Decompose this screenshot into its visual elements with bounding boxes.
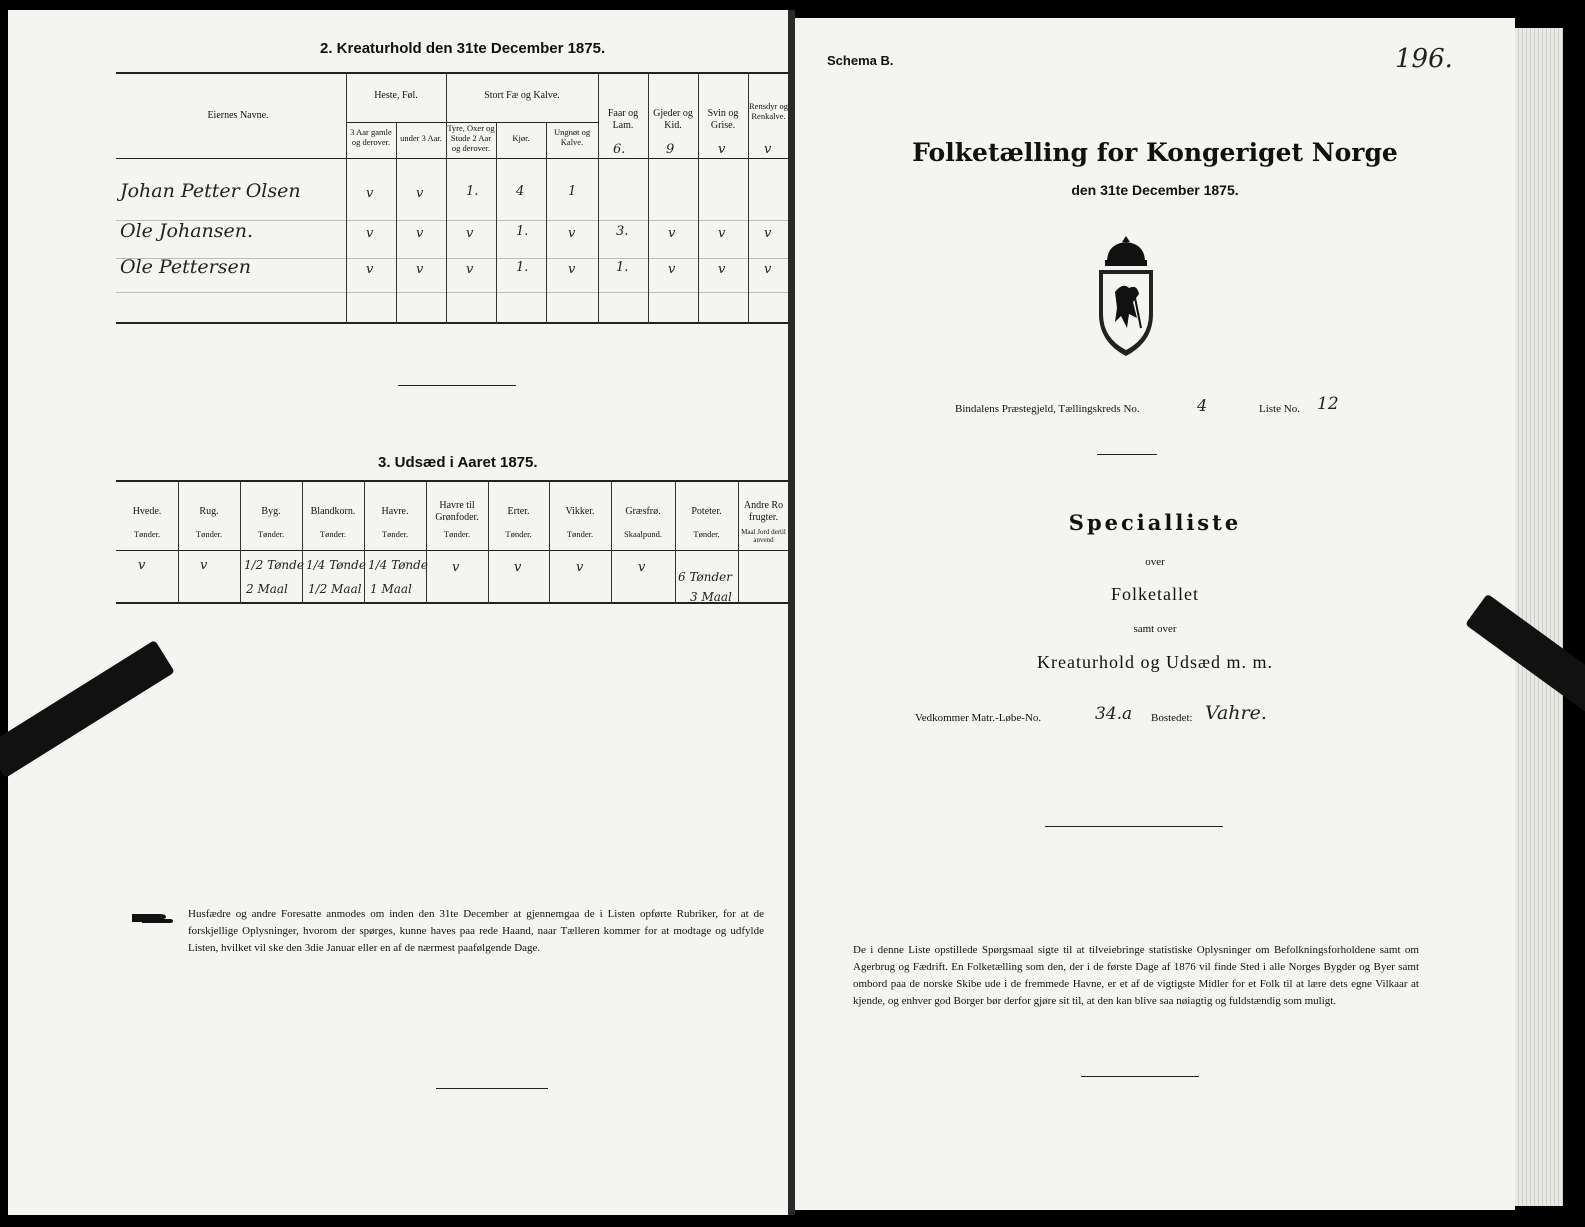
- table-cell: v: [514, 560, 522, 575]
- prestegjeld-label: Bindalens Præstegjeld, Tællingskreds No.: [955, 403, 1140, 415]
- matr-label: Vedkommer Matr.-Løbe-No.: [915, 712, 1042, 724]
- table-cell: v: [568, 226, 576, 241]
- col-divider: [446, 72, 447, 324]
- table-cell: v: [668, 226, 676, 241]
- sub-ungnot-header: Ungnøt og Kalve.: [553, 127, 591, 147]
- col-poteter-unit: Tønder.: [693, 529, 720, 539]
- table-cell: v: [366, 262, 374, 277]
- info-paragraph: De i denne Liste opstillede Spørgsmaal sigte til at tilveiebringe statistiske Oplysninger om Befolkningsforholdene samt om Agerbrug og Fædrift. En Folketælling som den, der i de første Dage af 1876 vil finde Sted i alle Norges Bygder og Byer samt ombord paa de norske Skibe ude i de fremmede Havne, er et af de vigtigste Midler for et Folk til at lære dets egne Vilkaar at kjende, og enhver god Borger bør derfor gjøre sit til, at den kan blive saa nøiagtig og fuldstændig som muligt.: [853, 944, 1419, 1007]
- col-gronfoder-header: Havre til Grønfoder.: [435, 500, 479, 523]
- col-havre-header: Havre.: [381, 506, 409, 517]
- book-spine: [788, 10, 795, 1215]
- owner-name: Ole Johansen.: [120, 220, 254, 242]
- table-cell: v: [466, 262, 474, 277]
- owner-name: Ole Pettersen: [120, 256, 251, 278]
- table-cell: v: [668, 262, 676, 277]
- kreaturhold-heading: Kreaturhold og Udsæd m. m.: [1037, 652, 1273, 672]
- col-divider: [364, 482, 365, 604]
- table-cell: 1.: [516, 260, 529, 275]
- col-byg-unit: Tønder.: [257, 529, 285, 539]
- total-rensdyr: v: [764, 142, 772, 157]
- right-page: [795, 18, 1515, 1210]
- census-date: den 31te December 1875.: [1071, 182, 1239, 198]
- table-cell: v: [416, 186, 424, 201]
- table-cell: 2 Maal: [246, 582, 288, 596]
- notice-text: Husfædre og andre Foresatte anmodes om inden den 31te December at gjennemgaa de i Listen opførte Rubriker, for at de forskjellige Oplysninger, hvorom der spørges, kunne haves paa rede Haand, naar Tælleren kommer for at modtage og udfylde Listen, hvilket vil ske den 3die Januar eller en af de nærmest paafølgende Dage.: [188, 908, 764, 954]
- col-rensdyr-header: Rensdyr og Renkalve.: [749, 101, 788, 121]
- col-divider: [396, 122, 397, 324]
- table-cell: v: [638, 560, 646, 575]
- section3-title: 3. Udsæd i Aaret 1875.: [378, 454, 538, 471]
- table-cell: v: [764, 226, 772, 241]
- col-poteter-header: Poteter.: [691, 506, 722, 517]
- table-cell: 3.: [616, 224, 629, 239]
- col-gjeder-header: Gjeder og Kid.: [653, 108, 693, 131]
- table-cell: v: [416, 262, 424, 277]
- sub-under3-header: under 3 Aar.: [400, 133, 442, 143]
- col-rug-unit: Tønder.: [195, 529, 223, 539]
- col-divider: [675, 482, 676, 604]
- table-cell: v: [452, 560, 460, 575]
- separator-rule: [1097, 454, 1157, 455]
- col-divider: [549, 482, 550, 604]
- col-erter-header: Erter.: [507, 506, 530, 517]
- col-divider: [546, 122, 547, 324]
- col-rug-header: Rug.: [199, 506, 219, 517]
- col-divider: [178, 482, 179, 604]
- samt-over-text: samt over: [1133, 623, 1177, 635]
- table-cell: v: [466, 226, 474, 241]
- col-havre-unit: Tønder.: [381, 529, 409, 539]
- col-blandkorn-unit: Tønder.: [319, 529, 347, 539]
- row-rule: [116, 292, 788, 293]
- owner-name: Johan Petter Olsen: [120, 180, 301, 202]
- storfae-group-header: Stort Fæ og Kalve.: [484, 90, 560, 101]
- col-divider: [611, 482, 612, 604]
- col-andre-unit: Maal Jord dertil anvend: [741, 528, 786, 545]
- col-faar-header: Faar og Lam.: [607, 108, 639, 131]
- schema-label: Schema B.: [827, 53, 894, 68]
- table-cell: v: [718, 226, 726, 241]
- col-andre-header: Andre Ro frugter.: [743, 500, 784, 523]
- col-svin-header: Svin og Grise.: [707, 108, 739, 131]
- table-cell: 1.: [516, 224, 529, 239]
- table-cell: v: [416, 226, 424, 241]
- table-cell: v: [718, 262, 726, 277]
- folketallet-heading: Folketallet: [1111, 584, 1199, 604]
- total-faar: 6.: [613, 142, 626, 157]
- col-vikker-unit: Tønder.: [566, 529, 594, 539]
- bosted-label: Bostedet:: [1151, 712, 1193, 724]
- heste-group-header: Heste, Føl.: [374, 90, 418, 101]
- total-svin: v: [718, 142, 726, 157]
- table-cell: v: [366, 226, 374, 241]
- table2-top-rule: [116, 72, 788, 74]
- table-cell: v: [138, 558, 146, 573]
- norway-coat-of-arms-icon: [1093, 230, 1159, 360]
- col-divider: [598, 72, 599, 324]
- col-erter-unit: Tønder.: [505, 529, 532, 539]
- table-cell: v: [576, 560, 584, 575]
- table3-bottom-rule: [116, 602, 788, 604]
- census-title: Folketælling for Kongeriget Norge: [912, 138, 1398, 167]
- col-hvede-unit: Tønder.: [133, 529, 161, 539]
- end-rule: [1081, 1076, 1199, 1077]
- pointing-hand-icon: [130, 908, 180, 928]
- table-cell: 1/4 Tønde: [306, 558, 366, 572]
- col-graesfro-unit: Skaalpund.: [623, 529, 662, 539]
- table3-header-rule: [116, 550, 788, 551]
- col-divider: [488, 482, 489, 604]
- total-gjeder: 9: [666, 142, 675, 157]
- table-cell: v: [200, 558, 208, 573]
- table-cell: 1/4 Tønde: [368, 558, 428, 572]
- table-cell: 1 Maal: [370, 582, 412, 596]
- col-byg-header: Byg.: [261, 506, 281, 517]
- table2-header-rule: [116, 158, 788, 159]
- left-page: [8, 10, 788, 1215]
- bosted-value: Vahre.: [1205, 702, 1267, 724]
- page-edges: [1515, 28, 1563, 1206]
- over-text: over: [1145, 556, 1165, 568]
- col-hvede-header: Hvede.: [132, 506, 162, 517]
- table-cell: v: [366, 186, 374, 201]
- table-cell: 1/2 Tønde: [244, 558, 304, 572]
- table-cell: 1/2 Maal: [308, 582, 362, 596]
- page-number: 196.: [1395, 44, 1453, 74]
- col-divider: [346, 72, 347, 324]
- table-cell: 4: [516, 184, 525, 199]
- separator-rule: [1045, 826, 1223, 827]
- table-cell: v: [764, 262, 772, 277]
- col-owner-header: Eiernes Navne.: [207, 110, 269, 121]
- col-divider: [240, 482, 241, 604]
- matr-no: 34.a: [1095, 704, 1133, 724]
- sub-kjor-header: Kjør.: [512, 133, 530, 143]
- separator-rule: [398, 385, 516, 386]
- section2-title: 2. Kreaturhold den 31te December 1875.: [320, 40, 606, 57]
- table3-top-rule: [116, 480, 788, 482]
- sub-3aar-header: 3 Aar gamle og derover.: [350, 127, 392, 147]
- col-graesfro-header: Græsfrø.: [625, 506, 661, 517]
- col-gronfoder-unit: Tønder.: [443, 529, 471, 539]
- end-rule: [436, 1088, 548, 1089]
- table-cell: 1.: [616, 260, 629, 275]
- table-cell: 6 Tønder: [678, 570, 732, 584]
- col-divider: [302, 482, 303, 604]
- col-blandkorn-header: Blandkorn.: [310, 506, 356, 517]
- table-cell: 1: [568, 184, 577, 199]
- kreds-no: 4: [1197, 396, 1208, 415]
- liste-no: 12: [1317, 394, 1339, 414]
- table2-bottom-rule: [116, 322, 788, 324]
- col-vikker-header: Vikker.: [565, 506, 595, 517]
- liste-label: Liste No.: [1259, 403, 1300, 415]
- col-divider: [496, 122, 497, 324]
- table-cell: v: [568, 262, 576, 277]
- specialliste-heading: Specialliste: [1068, 510, 1242, 535]
- table-cell: 1.: [466, 184, 479, 199]
- sub-tyre-header: Tyre, Oxer og Stude 2 Aar og derover.: [447, 123, 495, 153]
- table-cell: 3 Maal: [690, 590, 732, 604]
